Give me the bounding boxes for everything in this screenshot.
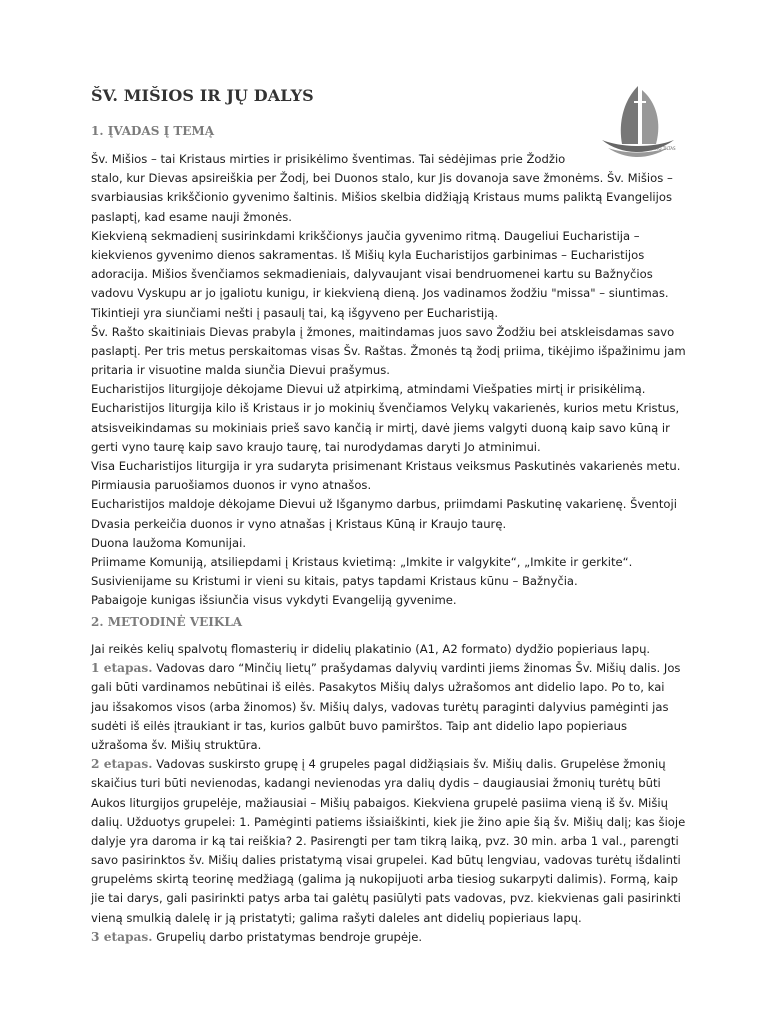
paragraph-line: Kiekvieną sekmadienį susirinkdami krikščionys jaučia gyvenimo ritmą. Daugeliui Eucharistija –: [91, 228, 640, 243]
paragraph-line: Eucharistijos maldoje dėkojame Dievui už Išganymo darbus, priimdami Paskutinę vakarienę. Šventoji: [91, 497, 677, 512]
stage-2-text: Vadovas suskirsto grupę į 4 grupeles pagal didžiąsiais šv. Mišių dalis. Grupelėse žmonių: [152, 757, 666, 772]
paragraph-line: Duona laužoma Komunijai.: [91, 535, 247, 550]
paragraph-line: Eucharistijos liturgijoje dėkojame Dievui už atpirkimą, atmindami Viešpaties mirtį ir prisikėlimą.: [91, 382, 646, 397]
paragraph-line: paslaptį, kad esame nauji žmonės.: [91, 209, 292, 224]
paragraph-line: skaičius turi būti nevienodas, kadangi nevienodas yra dalių dydis – daugiausiai žmonių turėtų būti: [91, 776, 661, 791]
stage-1-line: [91, 659, 685, 678]
paragraph-line: Tikintieji yra siunčiami nešti į pasaulį tai, ką išgyveno per Eucharistiją.: [91, 305, 499, 320]
paragraph-line: jie tai darys, gali pasirinkti patys arba tai galėtų pasiūlyti pats vadovas, pvz. kiekvienas gali pasirinkti: [91, 891, 681, 906]
paragraph-line: stalo, kur Dievas apsireiškia per Žodį, bei Duonos stalo, kur Jis dovanoja save žmonėms. Šv. Mišios –: [91, 171, 673, 186]
stage-2-label: 2 etapas.: [91, 757, 153, 772]
stage-1-label: 1 etapas.: [91, 661, 153, 676]
paragraph-line: atsisveikindamas su mokiniais prieš savo kančią ir mirtį, davė jiems valgyti duoną kaip savo kūną ir: [91, 420, 670, 435]
paragraph-line: Jai reikės kelių spalvotų flomasterių ir didelių plakatinio (A1, A2 formato) dydžio popieriaus lapų.: [91, 642, 651, 656]
paragraph-line: užrašoma šv. Mišių struktūra.: [91, 737, 262, 752]
paragraph-line: Eucharistijos liturgija kilo iš Kristaus ir jo mokinių švenčiamos Velykų vakarienės, kurios metu Kristus,: [91, 401, 680, 416]
paragraph-line: Pirmiausia paruošiamos duonos ir vyno atnašos.: [91, 478, 372, 493]
paragraph-line: vieną smulkią dalelę ir ją pristatyti; galima rašyti daleles ant didelių popieriaus lapų.: [91, 910, 582, 925]
paragraph-line: Visa Eucharistijos liturgija ir yra sudaryta prisimenant Kristaus veiksmus Paskutinės vakarienės metu.: [91, 459, 681, 473]
paragraph-line: dalių. Užduotys grupelei: 1. Pamėginti patiems išsiaiškinti, kiek jie žino apie šią šv. Mišių dalį; kas šioje: [91, 814, 686, 829]
paragraph-line: svarbiausias krikščionio gyvenimo šaltinis. Mišios skelbia didžiąją Kristaus mums paliktą Evangelijos: [91, 190, 672, 205]
paragraph-line: Šv. Mišios – tai Kristaus mirties ir prisikėlimo šventimas. Tai sėdėjimas prie Žodžio: [91, 152, 566, 166]
paragraph-line: jau išsakomos visos (arba žinomos) šv. Mišių dalys, vadovas turėtų paraginti dalyvius pamėginti jas: [91, 699, 669, 714]
paragraph-line: savo pasirinktos šv. Mišių dalies pristatymą visai grupelei. Kad būtų lengviau, vadovas turėtų išdalinti: [91, 853, 681, 868]
paragraph-line: Dvasia perkeičia duonos ir vyno atnašas į Kristaus Kūną ir Kraujo taurę.: [91, 516, 507, 531]
stage-2-line: [91, 755, 685, 774]
paragraph-line: vadovu Vyskupu ar jo įgaliotu kunigu, ir kiekvieną dieną. Jos vadinamos žodžiu "missa" – siuntimas.: [91, 286, 669, 301]
paragraph-line: gerti vyno taurę kaip savo kraujo taurę, tai nurodydamas daryti Jo atminimui.: [91, 439, 541, 454]
logo-text: JAUNIMO TILTAS: [644, 146, 676, 151]
paragraph-line: Susivienijame su Kristumi ir vieni su kitais, patys tapdami Kristaus kūnu – Bažnyčia.: [91, 574, 578, 589]
paragraph-line: paslaptį. Per tris metus perskaitomas visas Šv. Raštas. Žmonės tą žodį priima, tikėjimo išpažinimu jam: [91, 343, 686, 358]
paragraph-line: Pabaigoje kunigas išsiunčia visus vykdyti Evangeliją gyvenime.: [91, 593, 457, 608]
paragraph-line: Šv. Rašto skaitiniais Dievas prabyla į žmones, maitindamas juos savo Žodžiu bei atskleisdamas savo: [91, 324, 675, 339]
section-intro-body: [91, 150, 686, 611]
paragraph-line: sudėti iš eilės įtraukiant ir tas, kurios galbūt buvo pamirštos. Taip ant didelio lapo popieriaus: [91, 718, 627, 733]
paragraph-line: dalyje yra daroma ir ką tai reiškia? 2. Pasirengti per tam tikrą laiką, pvz. 30 min. arba 1 val., parengti: [91, 833, 679, 848]
paragraph-line: gali būti vardinamos nebūtinai iš eilės. Pasakytos Mišių dalys užrašomos ant didelio lapo. Po to, kai: [91, 680, 665, 695]
paragraph-line: grupelėms skirtą teorinę medžiagą (galima ją nukopijuoti arba tiesiog sukarpyti dalimis). Formą, kaip: [91, 872, 678, 887]
section-heading-intro: 1. ĮVADAS Į TEMĄ: [91, 124, 215, 138]
stage-3-label: 3 etapas.: [91, 929, 153, 944]
paragraph-line: Priimame Komuniją, atsiliepdami į Kristaus kvietimą: „Imkite ir valgykite“, „Imkite ir gerkite“.: [91, 554, 633, 569]
stage-1-text: Vadovas daro “Minčių lietų” prašydamas dalyvių vardinti jiems žinomas Šv. Mišių dalis. Jos: [152, 661, 681, 676]
stage-3-text: Grupelių darbo pristatymas bendroje grupėje.: [152, 929, 423, 944]
paragraph-line: kiekvienos gyvenimo dienos sakramentas. Iš Mišių kyla Eucharistijos garbinimas – Eucharistijos: [91, 247, 645, 262]
section-heading-methods: 2. METODINĖ VEIKLA: [91, 615, 243, 629]
stage-3-line: [91, 928, 685, 947]
document-title: ŠV. MIŠIOS IR JŲ DALYS: [91, 86, 314, 105]
paragraph-line: pritaria ir visuotine malda siunčia Dievui prašymus.: [91, 363, 390, 378]
paragraph-line: adoracija. Mišios švenčiamos sekmadieniais, dalyvaujant visai bendruomenei kartu su Bažnyčios: [91, 267, 653, 282]
section-methods-body: [91, 640, 685, 947]
paragraph-line: Aukos liturgijos grupelėje, mažiausiai – Mišių pabaigos. Kiekviena grupelė pasiima vieną iš šv. Mišių: [91, 795, 668, 810]
